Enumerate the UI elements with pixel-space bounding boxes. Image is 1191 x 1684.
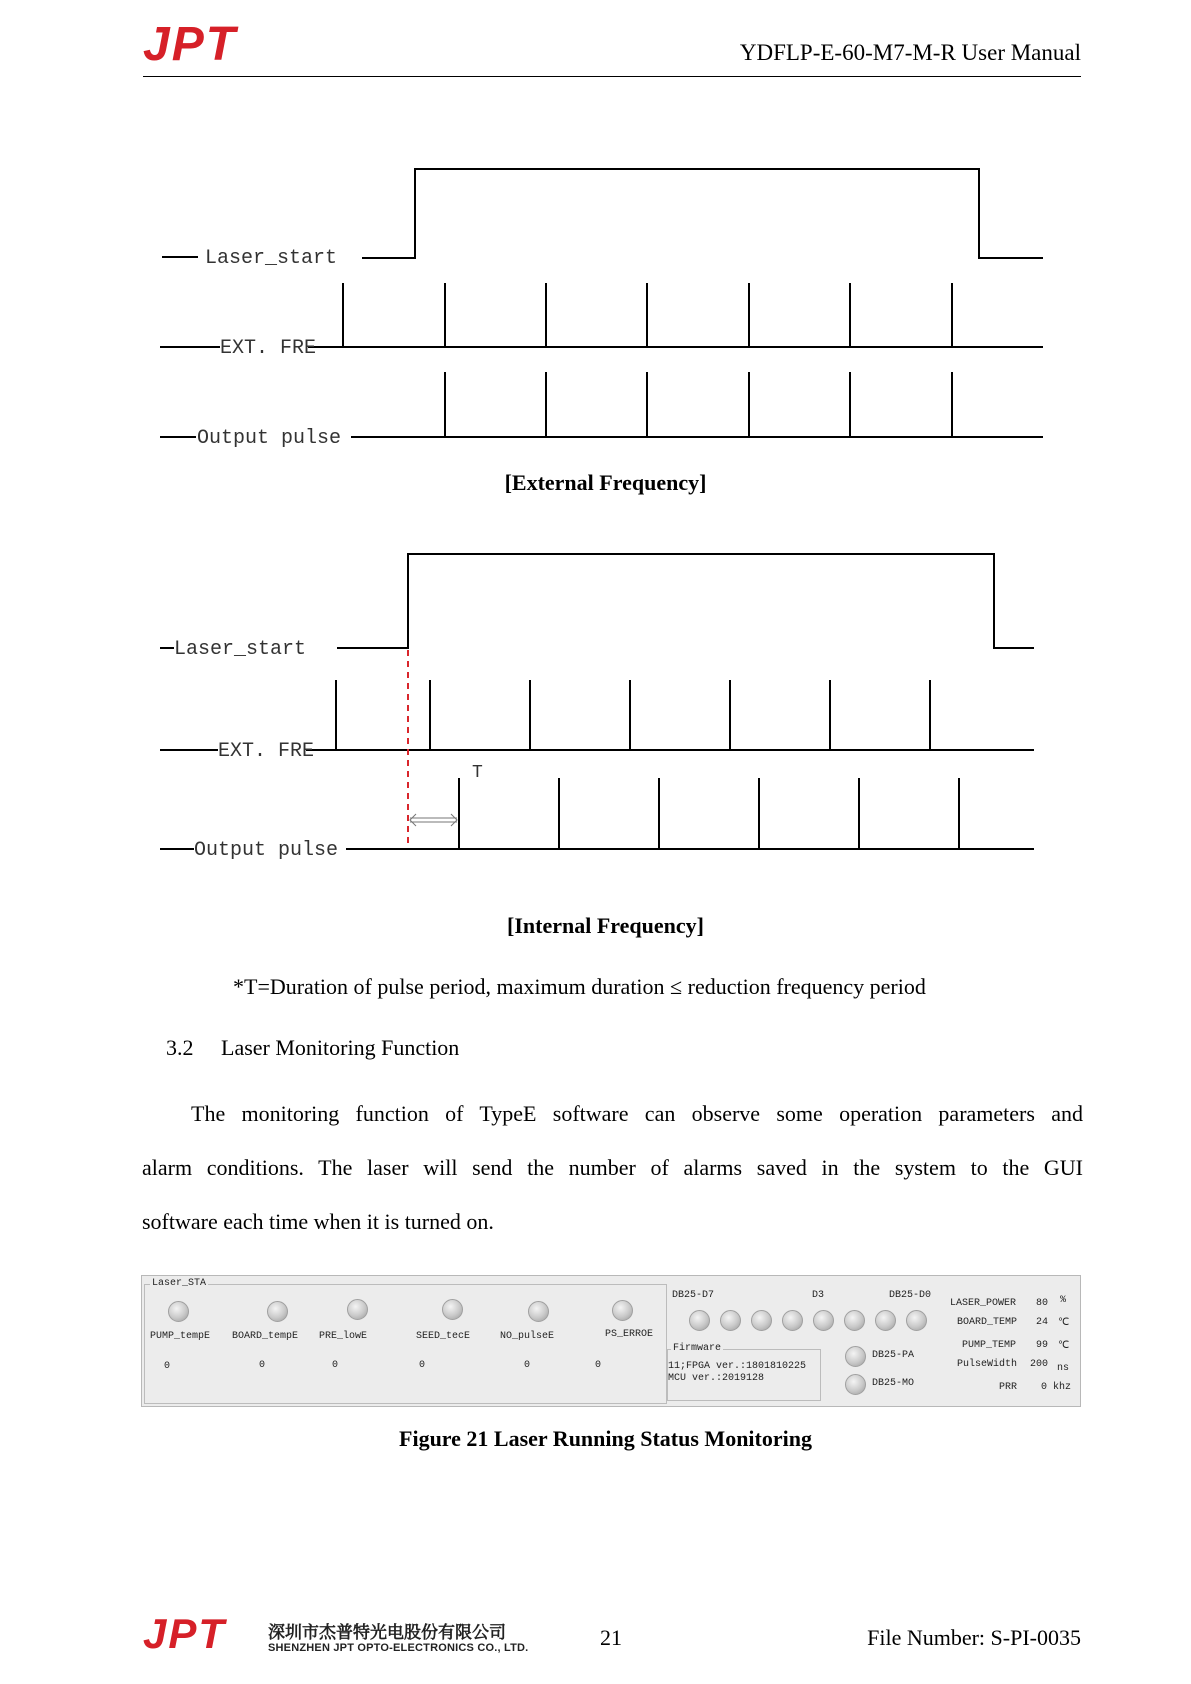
param-label-laser-power: LASER_POWER bbox=[950, 1298, 1017, 1309]
alarm-led-pre-lowe bbox=[347, 1299, 368, 1320]
alarm-count-no-pulsee: 0 bbox=[524, 1360, 531, 1371]
header-rule bbox=[143, 76, 1081, 77]
d3-label: D3 bbox=[812, 1290, 825, 1301]
int-label-laser-start: Laser_start bbox=[174, 638, 307, 661]
int-period-arrow bbox=[410, 814, 457, 826]
alarm-count-ps-erroe: 0 bbox=[595, 1360, 602, 1371]
db25-led-d0 bbox=[906, 1310, 927, 1331]
db25-d7-label: DB25-D7 bbox=[672, 1290, 715, 1301]
param-unit-laser-power: % bbox=[1060, 1295, 1067, 1306]
section-title: Laser Monitoring Function bbox=[221, 1035, 460, 1060]
internal-frequency-diagram bbox=[150, 540, 1050, 860]
param-label-board-temp: BOARD_TEMP bbox=[957, 1317, 1018, 1328]
ext-label-ext-fre: EXT. FRE bbox=[220, 337, 317, 360]
ext-laser-start-wave bbox=[362, 169, 1043, 258]
page-number: 21 bbox=[600, 1625, 622, 1650]
param-label-pulsewidth: PulseWidth bbox=[957, 1359, 1018, 1370]
footer-company-en: SHENZHEN JPT OPTO-ELECTRONICS CO., LTD. bbox=[268, 1642, 529, 1654]
db25-led-d1 bbox=[875, 1310, 896, 1331]
alarm-led-ps-erroe bbox=[612, 1300, 633, 1321]
db25-mo-label: DB25-MO bbox=[872, 1378, 915, 1389]
db25-led-d7 bbox=[689, 1310, 710, 1331]
param-unit-prr: khz bbox=[1053, 1382, 1072, 1393]
param-label-pump-temp: PUMP_TEMP bbox=[962, 1340, 1017, 1351]
int-label-period-t: T bbox=[472, 763, 483, 783]
db25-led-d4 bbox=[782, 1310, 803, 1331]
alarm-label-pre-lowe: PRE_lowE bbox=[319, 1331, 368, 1342]
firmware-fpga-version: 11;FPGA ver.:1801810225 bbox=[668, 1361, 807, 1372]
ext-output-pulses bbox=[445, 372, 952, 437]
param-unit-pump-temp: ℃ bbox=[1058, 1341, 1070, 1352]
db25-pa-label: DB25-PA bbox=[872, 1350, 915, 1361]
footer-logo: JPT bbox=[143, 1610, 227, 1657]
param-value-pulsewidth: 200 bbox=[1030, 1359, 1049, 1370]
db25-pa-led bbox=[845, 1346, 866, 1367]
ext-fre-pulses bbox=[343, 283, 952, 347]
alarm-count-pre-lowe: 0 bbox=[332, 1360, 339, 1371]
param-value-prr: 0 bbox=[1041, 1382, 1048, 1393]
param-value-board-temp: 24 bbox=[1036, 1317, 1049, 1328]
file-number: File Number: S-PI-0035 bbox=[867, 1625, 1081, 1650]
period-note: *T=Duration of pulse period, maximum duration ≤ reduction frequency period bbox=[233, 974, 926, 999]
ext-label-laser-start: Laser_start bbox=[205, 247, 338, 270]
alarm-count-seed-tece: 0 bbox=[419, 1360, 426, 1371]
alarm-count-board-tempe: 0 bbox=[259, 1360, 266, 1371]
laser-sta-title: Laser_STA bbox=[152, 1278, 207, 1289]
paragraph-line-1: The monitoring function of TypeE software can observe some operation parameters and bbox=[191, 1101, 1083, 1126]
paragraph-line-3: software each time when it is turned on. bbox=[142, 1209, 494, 1234]
alarm-led-pump-tempe bbox=[168, 1301, 189, 1322]
db25-led-d6 bbox=[720, 1310, 741, 1331]
external-frequency-caption: [External Frequency] bbox=[504, 470, 707, 495]
status-monitor-panel bbox=[141, 1275, 1081, 1407]
param-unit-pulsewidth: ns bbox=[1057, 1363, 1070, 1374]
db25-led-d5 bbox=[751, 1310, 772, 1331]
figure-21-caption: Figure 21 Laser Running Status Monitoring bbox=[399, 1426, 812, 1451]
alarm-label-seed-tece: SEED_tecE bbox=[416, 1331, 471, 1342]
ext-label-output-pulse: Output pulse bbox=[197, 427, 342, 450]
alarm-label-ps-erroe: PS_ERROE bbox=[605, 1329, 654, 1340]
int-label-output-pulse: Output pulse bbox=[194, 839, 339, 860]
int-fre-pulses bbox=[336, 680, 930, 750]
param-value-laser-power: 80 bbox=[1036, 1298, 1049, 1309]
alarm-label-no-pulsee: NO_pulseE bbox=[500, 1331, 555, 1342]
param-value-pump-temp: 99 bbox=[1036, 1340, 1049, 1351]
alarm-led-seed-tece bbox=[442, 1299, 463, 1320]
param-label-prr: PRR bbox=[999, 1382, 1018, 1393]
db25-mo-led bbox=[845, 1374, 866, 1395]
firmware-title: Firmware bbox=[673, 1343, 722, 1354]
alarm-label-pump-tempe: PUMP_tempE bbox=[150, 1331, 211, 1342]
int-output-pulses bbox=[459, 778, 959, 849]
db25-led-d3 bbox=[813, 1310, 834, 1331]
int-laser-start-wave bbox=[337, 554, 1034, 648]
alarm-label-board-tempe: BOARD_tempE bbox=[232, 1331, 299, 1342]
alarm-led-board-tempe bbox=[267, 1301, 288, 1322]
section-number: 3.2 bbox=[166, 1035, 194, 1060]
db25-led-d2 bbox=[844, 1310, 865, 1331]
alarm-count-pump-tempe: 0 bbox=[164, 1361, 171, 1372]
header-logo: JPT bbox=[143, 18, 238, 71]
alarm-led-no-pulsee bbox=[528, 1301, 549, 1322]
int-label-ext-fre: EXT. FRE bbox=[218, 740, 315, 763]
manual-title: YDFLP-E-60-M7-M-R User Manual bbox=[739, 40, 1081, 65]
external-frequency-diagram bbox=[150, 150, 1050, 450]
footer-company-cn: 深圳市杰普特光电股份有限公司 bbox=[268, 1623, 506, 1643]
internal-frequency-caption: [Internal Frequency] bbox=[507, 913, 704, 938]
param-unit-board-temp: ℃ bbox=[1058, 1318, 1070, 1329]
db25-d0-label: DB25-D0 bbox=[889, 1290, 932, 1301]
firmware-mcu-version: MCU ver.:2019128 bbox=[668, 1373, 765, 1384]
paragraph-line-2: alarm conditions. The laser will send the number of alarms saved in the system to the GUI bbox=[142, 1155, 1083, 1180]
laser-sta-group bbox=[144, 1284, 667, 1404]
